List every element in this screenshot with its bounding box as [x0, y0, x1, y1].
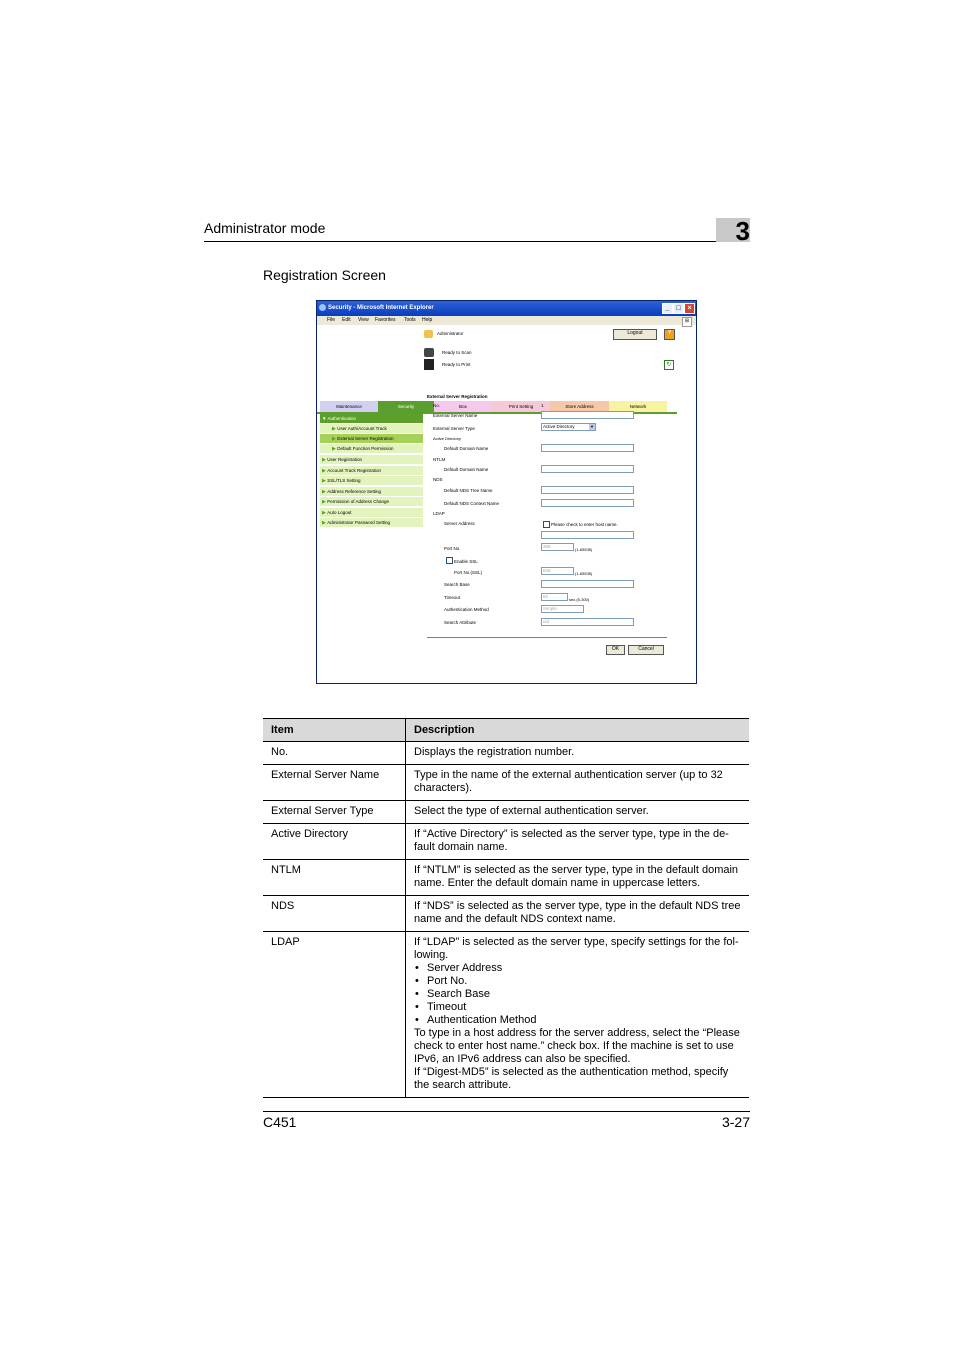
section-title: Registration Screen — [263, 267, 386, 283]
port-input[interactable]: 389 — [541, 543, 574, 551]
timeout-label: Timeout — [444, 595, 461, 600]
port-ssl-label: Port No.(SSL) — [454, 570, 483, 575]
form-divider — [427, 637, 667, 638]
sidebar-item-user-registration[interactable]: ▶ User Registration — [320, 455, 423, 465]
server-name-input[interactable] — [541, 411, 634, 419]
sidebar — [320, 414, 423, 534]
column-header-item: Item — [263, 719, 406, 742]
timeout-unit: sec.(5-300) — [569, 597, 590, 602]
nds-label: NDS — [433, 477, 443, 482]
tab-box[interactable]: Box — [434, 401, 492, 412]
sidebar-item-address-change[interactable]: ▶ Permission of Address Change — [320, 497, 423, 507]
menubar — [317, 316, 696, 325]
item-cell: NTLM — [263, 860, 406, 896]
nds-context-input[interactable] — [541, 499, 634, 507]
table-row — [263, 765, 749, 801]
port-range: (1-65535) — [575, 547, 593, 552]
description-cell: If “LDAP” is selected as the server type, specify settings for the fol- lowing. • Server Address • Port No. • Search Base • Timeout • Authentication Method To type in a host address for the server address, select the “Please check to enter host name.” check box. If the machine is set to use IPv6, an IPv6 address can also be specified. If “Digest-MD5” is selected as the authentication method, specify the search attribute. — [406, 932, 750, 1098]
tab-network[interactable]: Network — [609, 401, 667, 412]
minimize-icon[interactable]: _ — [662, 303, 673, 314]
item-cell: NDS — [263, 896, 406, 932]
ldap-settings-list — [414, 962, 745, 1027]
status-print: Ready to Print — [442, 362, 471, 367]
ntlm-label: NTLM — [433, 457, 446, 462]
search-attr-label: Search Attribute — [444, 620, 477, 625]
sidebar-item-auto-logout[interactable]: ▶ Auto Logout — [320, 508, 423, 518]
host-check-label: Please check to enter host name. — [551, 522, 618, 527]
footer-rule — [263, 1111, 750, 1112]
footer-page-number: 3-27 — [721, 1114, 750, 1130]
description-cell: If “NDS” is selected as the server type, type in the default NDS tree name and the default NDS context name. — [406, 896, 750, 932]
close-icon[interactable]: × — [684, 303, 695, 314]
description-cell: Type in the name of the external authentication server (up to 32 characters). — [406, 765, 750, 801]
ok-button[interactable]: OK — [606, 645, 625, 655]
sidebar-item-user-auth[interactable]: ▶ User Auth/Account Track — [320, 424, 423, 434]
item-cell: External Server Type — [263, 801, 406, 824]
ad-label: Active Directory — [433, 436, 462, 441]
window-title: Security - Microsoft Internet Explorer — [328, 305, 434, 311]
description-cell: If “NTLM” is selected as the server type, type in the default domain name. Enter the default domain name in uppercase letters. — [406, 860, 750, 896]
table-row — [263, 896, 749, 932]
tab-security[interactable]: Security — [378, 401, 434, 412]
list-item: • Port No. — [414, 975, 745, 988]
chapter-number: 3 — [735, 216, 750, 246]
server-type-select[interactable]: Active Directory ▼ — [541, 423, 596, 431]
help-icon[interactable]: ? — [664, 329, 675, 340]
table-row — [263, 742, 749, 765]
form-heading: External Server Registration — [427, 394, 488, 399]
port-label: Port No. — [444, 546, 461, 551]
header-section-title: Administrator mode — [204, 220, 326, 236]
logout-button[interactable]: Logout — [613, 329, 657, 340]
nds-context-label: Default NDS Context Name — [444, 501, 500, 506]
list-item: • Search Base — [414, 988, 745, 1001]
sidebar-item-account-track[interactable]: ▶ Account Track Registration — [320, 466, 423, 476]
menu-help[interactable]: Help — [422, 317, 433, 323]
web-content — [317, 325, 696, 683]
scanner-icon — [424, 348, 434, 357]
description-cell: Displays the registration number. — [406, 742, 750, 765]
list-item: • Server Address — [414, 962, 745, 975]
table-row — [263, 801, 749, 824]
table-row — [263, 824, 749, 860]
ntlm-domain-label: Default Domain Name — [444, 467, 489, 472]
tab-print-setting[interactable]: Print Setting — [492, 401, 550, 412]
footer-model: C451 — [263, 1114, 297, 1130]
port-ssl-input[interactable]: 636 — [541, 567, 574, 575]
timeout-input[interactable]: 60 — [541, 593, 568, 601]
header-rule — [204, 241, 750, 242]
enable-ssl-checkbox[interactable] — [446, 557, 453, 564]
sidebar-item-authentication[interactable]: ▼ Authentication — [320, 414, 423, 424]
ad-domain-label: Default Domain Name — [444, 446, 489, 451]
cancel-button[interactable]: Cancel — [628, 645, 664, 655]
description-cell: Select the type of external authentication server. — [406, 801, 750, 824]
menu-tools[interactable]: Tools — [404, 317, 416, 323]
chevron-down-icon: ▼ — [590, 424, 594, 429]
ldap-label: LDAP — [433, 511, 445, 516]
tab-maintenance[interactable]: Maintenance — [320, 401, 378, 412]
sidebar-item-address-reference[interactable]: ▶ Address Reference Setting — [320, 487, 423, 497]
item-cell: LDAP — [263, 932, 406, 1098]
tab-store-address[interactable]: Store Address — [550, 401, 609, 412]
refresh-icon[interactable]: ↻ — [664, 360, 674, 370]
window-titlebar — [317, 301, 696, 316]
table-header-row — [263, 719, 749, 742]
server-type-label: External Server Type — [433, 426, 475, 431]
search-base-input[interactable] — [541, 580, 634, 588]
windows-logo-icon: ⊞ — [682, 317, 692, 327]
no-label: No. — [433, 403, 441, 408]
server-name-label: External Server Name — [433, 413, 478, 418]
maximize-icon[interactable]: □ — [673, 303, 684, 314]
item-cell: External Server Name — [263, 765, 406, 801]
host-name-checkbox[interactable] — [543, 521, 550, 528]
server-address-label: Server Address — [444, 521, 475, 526]
ad-domain-input[interactable] — [541, 444, 634, 452]
description-table — [263, 718, 749, 1098]
sidebar-item-admin-password[interactable]: ▶ Administrator Password Setting — [320, 518, 423, 528]
server-address-input[interactable] — [541, 531, 634, 539]
auth-method-select[interactable]: Simple — [541, 605, 584, 613]
menu-view[interactable]: View — [358, 317, 369, 323]
browser-window-screenshot — [316, 300, 697, 684]
list-item: • Authentication Method — [414, 1014, 745, 1027]
description-cell: If “Active Directory” is selected as the server type, type in the de- fault domain name. — [406, 824, 750, 860]
status-scan: Ready to Scan — [442, 350, 472, 355]
no-value: 1 — [541, 403, 544, 408]
user-label: Administrator — [437, 331, 464, 336]
sidebar-item-default-function[interactable]: ▶ Default Function Permission — [320, 444, 423, 454]
search-base-label: Search Base — [444, 582, 470, 587]
nds-tree-input[interactable] — [541, 486, 634, 494]
item-cell: No. — [263, 742, 406, 765]
auth-method-label: Authentication Method — [444, 607, 489, 612]
port-ssl-range: (1-65535) — [575, 571, 593, 576]
ie-icon — [319, 304, 326, 311]
administrator-icon — [424, 330, 433, 338]
nds-tree-label: Default NDS Tree Name — [444, 488, 493, 493]
column-header-description: Description — [406, 719, 750, 742]
ntlm-domain-input[interactable] — [541, 465, 634, 473]
item-cell: Active Directory — [263, 824, 406, 860]
sidebar-item-external-server[interactable]: ▶ External Server Registration — [320, 434, 423, 444]
table-row — [263, 932, 749, 1098]
printer-icon — [424, 359, 434, 370]
ssl-label: Enable SSL — [454, 559, 478, 564]
sidebar-item-ssl-tls[interactable]: ▶ SSL/TLS Setting — [320, 476, 423, 486]
menu-file[interactable]: File — [327, 317, 336, 323]
table-row — [263, 860, 749, 896]
menu-edit[interactable]: Edit — [342, 317, 351, 323]
list-item: • Timeout — [414, 1001, 745, 1014]
menu-favorites[interactable]: Favorites — [375, 317, 396, 323]
search-attr-input[interactable]: uid — [541, 618, 634, 626]
